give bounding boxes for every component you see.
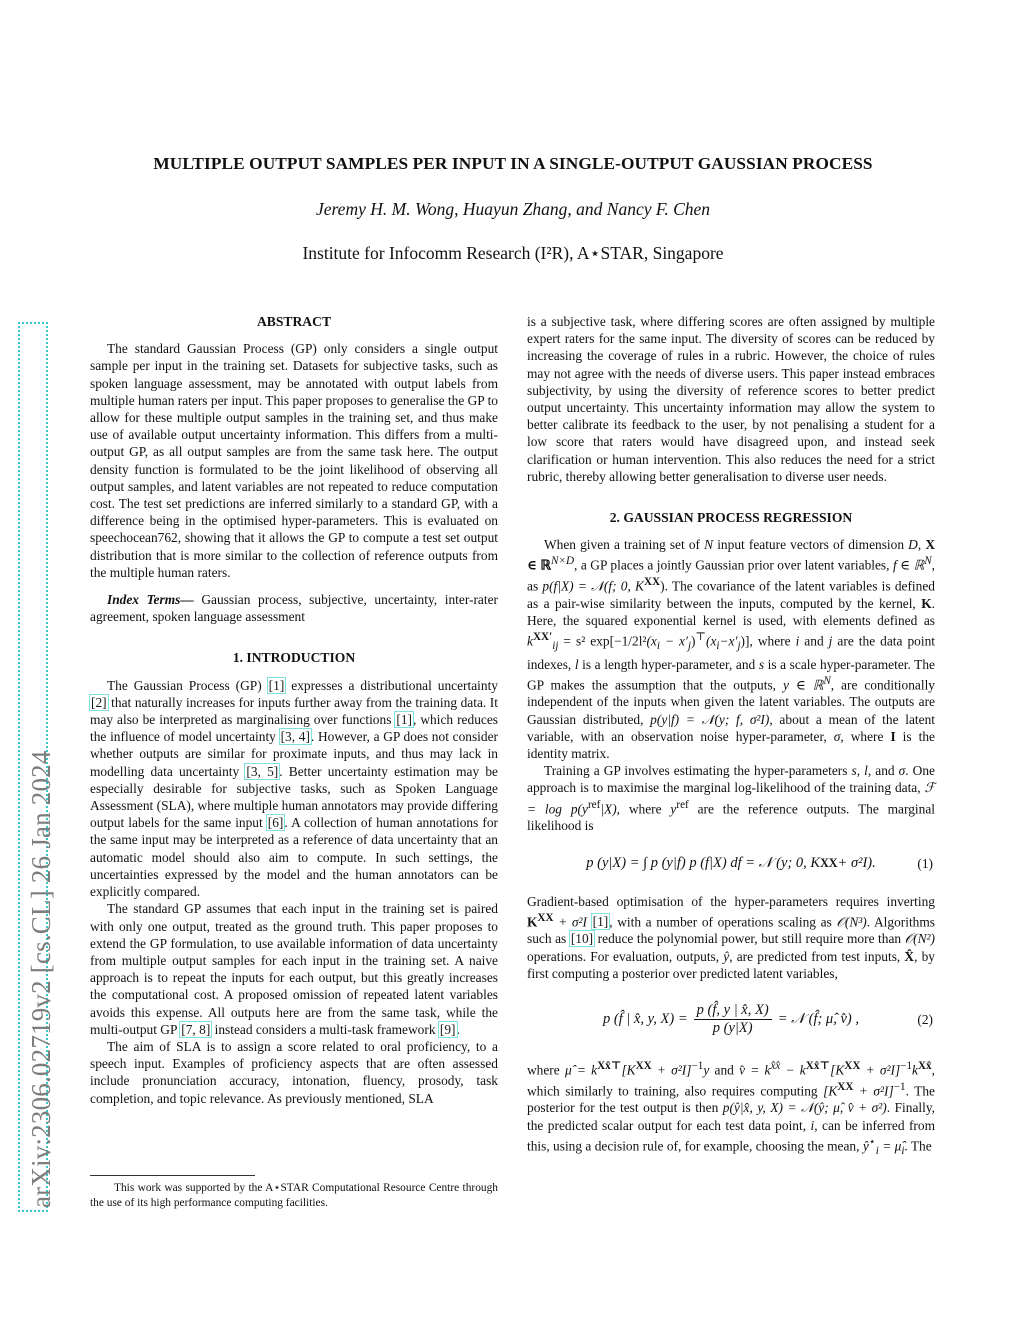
citation-link[interactable]: [9]	[439, 1021, 456, 1037]
intro-heading: 1. INTRODUCTION	[232, 650, 356, 666]
intro-paragraph-3: The aim of SLA is to assign a score related to oral proficiency, to a speech input. Examples of proficiency aspects that are often assessed include pronunciation accuracy, intonation, fluency, prosody, task completion, and topic relevance. As previously mentioned, SLA	[90, 1038, 498, 1106]
index-terms	[90, 591, 498, 625]
footnote-rule	[90, 1175, 255, 1176]
citation-link[interactable]: [6]	[267, 815, 284, 831]
citation-link[interactable]: [7, 8]	[181, 1021, 211, 1037]
citation-link[interactable]: [1]	[592, 914, 609, 930]
citation-link[interactable]: [1]	[396, 712, 413, 728]
citation-link[interactable]: [1]	[268, 677, 285, 693]
intro-paragraph-1: The Gaussian Process (GP) [1] expresses a distributional uncertainty [2] that naturally increases for inputs further away from the training data. It may also be interpreted as marginalising over functions [1], which reduces the influence of model uncertainty [3, 4]. However, a GP does not consider whether outputs are similar for proximate inputs, and thus may lack in modelling data uncertainty [3, 5]. Better uncertainty estimation may be especially desirable for subjective tasks, such as Spoken Language Assessment (SLA), where multiple human annotators may provide differing output labels for the same input [6]. A collection of human annotations for the same input may be interpreted as a reference of data uncertainty that an automatic model should also aim to compute. In such settings, the uncertainties expressed by the model and the human annotators can be explicitly compared.	[90, 677, 499, 900]
citation-link[interactable]: [10]	[570, 931, 594, 947]
abstract-heading: ABSTRACT	[256, 314, 332, 329]
right-column	[527, 313, 935, 1160]
paper-title: MULTIPLE OUTPUT SAMPLES PER INPUT IN A SINGLE-OUTPUT GAUSSIAN PROCESS	[153, 154, 873, 173]
intro-paragraph-3-continued: is a subjective task, where differing scores are often assigned by multiple expert raters for the same input. The diversity of scores can be reduced by increasing the coverage of rules in a rubric. However, the choice of rules may not agree with the needs of diverse users. This paper instead embraces subjectivity, by using the diversity of reference scores to better predict output uncertainty. This uncertainty information may allow the system to better calibrate its feedback to the user, by not penalising a student for a low score that raters would have disagreed upon, and instead seek clarification or human intervention. This also reduces the need for a strict rubric, thereby allowing better generalisation to diverse user needs.	[527, 314, 935, 484]
equation-number: (1)	[917, 855, 933, 871]
gp-paragraph-4: where μ̂ = $k^{Xx̂⊤}[K^{XX} + \sigma^2I]^{-1}y$ and v̂ = $k^{x̂x̂} - k^{Xx̂⊤}[K^{XX} + \sigma^2I]^{-1}k^{Xx̂}$, which similarly to training, also requires computing $[K^{XX} + \sigma^2I]^{-1}$. The posterior for the test output is then p(ŷ|x̂, y, X) = 𝒩(ŷ; μ̂, v̂ + σ²). Finally, the predicted scalar output for each test data point, i, can be inferred from this, using a decision rule of, for example, choosing the mean, $ŷ^⋆_i$ = $\mû_i$. The	[527, 1059, 935, 1157]
gp-paragraph-2: Training a GP involves estimating the hyper-parameters s, l, and σ. One approach is to maximise the marginal log-likelihood of the training data, ℱ = $\log p(y^{ref}|X)$, where $y^{ref}$ are the reference outputs. The marginal likelihood is	[527, 763, 935, 834]
arxiv-identifier[interactable]: arXiv:2306.02719v2 [cs.CL] 26 Jan 2024	[26, 750, 56, 1208]
gp-regression-heading: 2. GAUSSIAN PROCESS REGRESSION	[609, 510, 853, 526]
index-terms-label: Index Terms—	[107, 592, 194, 608]
citation-link[interactable]: [3, 4]	[280, 729, 310, 745]
affiliation: Institute for Infocomm Research (I²R), A⋆STAR, Singapore	[302, 243, 724, 263]
abstract-text: The standard Gaussian Process (GP) only considers a single output sample per input in the training set. Datasets for subjective tasks, such as spoken language assessment, may be annotated with output labels from multiple human raters per input. This paper proposes to generalise the GP to allow for these multiple output samples in the training set, and thus make use of available output uncertainty information. This differs from a multi-output GP, as all output samples are from the same task here. The output density function is formulated to be the joint likelihood of observing all output samples, and latent variables are not repeated to reduce computation cost. The test set predictions are inferred similarly to a standard GP, with a difference being in the optimised hyper-parameters. This is evaluated on speechocean762, showing that it allows the GP to compute a test set output distribution that is more similar to the collection of reference outputs from the multiple human raters.	[90, 341, 498, 580]
left-column	[90, 313, 498, 1107]
equation-1: p (y|X) = ∫ p (y|f) p (f|X) df = 𝒩 (y; 0, K XX + σ²I). (1)	[586, 854, 933, 871]
gp-paragraph-1: When given a training set of N input feature vectors of dimension D, X ∈ ℝ$^{N\times D}$, a GP places a jointly Gaussian prior over latent variables, f ∈ ℝ$^N$, as p(f|X) = 𝒩(f; 0, $K^{XX}$). The covariance of the latent variables is defined as a pair-wise similarity between the inputs, computed by the kernel, K. Here, the squared exponential kernel is used, with elements defined as $k^{XX'}_{ij} = s^2$ $\exp[-1/2l^2(x_i - x'_j)^⊤(x_i-x'_j)]$, where i and j are the data point indexes, l is a length hyper-parameter, and s is a scale hyper-parameter. The GP makes the assumption that the outputs, y ∈ ℝ$^N$, are conditionally independent of the inputs when given the latent variables. The outputs are Gaussian distributed, p(y|f) = 𝒩(y; f, σ²I), about a mean of the latent variable, with an observation noise hyper-parameter, σ, where I is the identity matrix.	[527, 537, 936, 762]
citation-link[interactable]: [2]	[91, 694, 107, 710]
citation-link[interactable]: [3, 5]	[246, 763, 279, 779]
equation-number: (2)	[917, 1012, 933, 1028]
authors: Jeremy H. M. Wong, Huayun Zhang, and Nancy F. Chen	[315, 199, 711, 219]
index-terms-text: Gaussian process, subjective, uncertainty, inter-rater agreement, spoken language assessment	[90, 592, 498, 625]
equation-2: p (f̂ | x̂, y, X) = $\frac{p (f̂, y | x̂, X)}{p (y|X)}$ = 𝒩 (f̂; μ̂, v̂) , (2)	[603, 1002, 933, 1037]
intro-paragraph-2: The standard GP assumes that each input in the training set is paired with only one output, treated as the ground truth. This paper proposes to extend the GP formulation, to use available information of data uncertainty from multiple output samples for each input in the training set. A naive approach is to repeat the inputs for each output, but this greatly increases the computational cost. A proposed omission of repeated latent variables avoids this expense. All outputs here are from the same task, while the multi-output GP [7, 8] instead considers a multi-task framework [9].	[90, 901, 498, 1037]
footnote: This work was supported by the A⋆STAR Computational Resource Centre through the use of its high performance computing facilities.	[90, 1182, 498, 1209]
gp-paragraph-3: Gradient-based optimisation of the hyper-parameters requires inverting $K^{XX} + \sigma^2I$ [1], with a number of operations scaling as 𝒪(N³). Algorithms such as [10] reduce the polynomial power, but still require more than 𝒪(N²) operations. For evaluation, outputs, ŷ, are predicted from test inputs, X̂, by first computing a posterior over predicted latent variables,	[527, 893, 935, 981]
